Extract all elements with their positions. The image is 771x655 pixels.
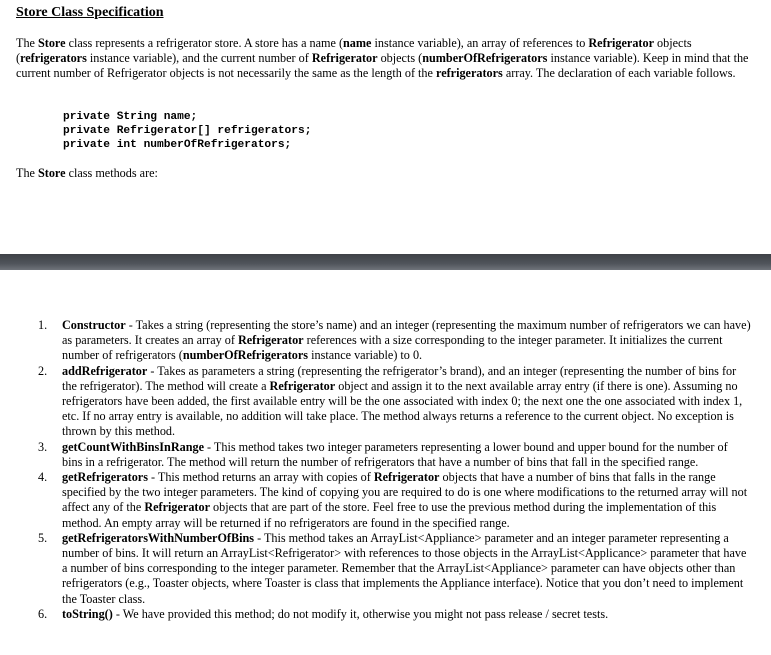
method-item-get-refrigerators bbox=[16, 470, 751, 531]
list-number: 2. bbox=[38, 363, 48, 378]
list-number: 1. bbox=[38, 318, 48, 332]
code-block bbox=[63, 110, 311, 152]
method-name: addRefrigerator bbox=[62, 363, 148, 378]
list-number: 3. bbox=[38, 439, 48, 454]
method-text: - We have provided this method; do not modify it, otherwise you might not pass release / secret tests. bbox=[112, 606, 609, 621]
method-text: references with a size corresponding to the integer parameter. It initializes the current number of refrigerators ( bbox=[62, 333, 723, 363]
method-text: objects that have a number of bins that falls in the range specified by the two integer parameters. The kind of copying you are required to do is one where modifications to the returned array will not affect any of the bbox=[62, 470, 748, 515]
method-item-to-string bbox=[16, 607, 751, 622]
methods-intro bbox=[16, 166, 158, 181]
intro-bold: Refrigerator bbox=[588, 36, 654, 50]
method-text: - This method takes two integer parameters representing a lower bound and upper bound for the number of bins in a refrigerator. The method will return the number of refrigerators that have a number of bins that fall in the specified range. bbox=[62, 439, 728, 469]
method-name: Constructor bbox=[62, 318, 126, 332]
method-bold: numberOfRefrigerators bbox=[182, 348, 309, 363]
method-bold: Refrigerator bbox=[269, 378, 336, 393]
intro-text: instance variable). Keep in mind that the current number of Refrigerator objects is not necessarily the same as the length of the bbox=[16, 51, 749, 81]
list-number: 4. bbox=[38, 470, 48, 485]
intro-bold: Refrigerator bbox=[311, 51, 378, 66]
method-text: objects that are part of the store. Feel free to use the previous method during the implementation of this method. An empty array will be returned if no refrigerators are found in the specified range. bbox=[62, 500, 717, 530]
code-line: private int numberOfRefrigerators; bbox=[63, 139, 292, 151]
methods-intro-text: The bbox=[16, 166, 38, 180]
intro-text: class represents a refrigerator store. A store has a name ( bbox=[65, 36, 344, 50]
method-name: getCountWithBinsInRange bbox=[62, 439, 204, 454]
page-title: Store Class Specification bbox=[16, 5, 164, 20]
method-bold: Refrigerator bbox=[144, 500, 210, 515]
method-name: getRefrigeratorsWithNumberOfBins bbox=[62, 530, 255, 545]
methods-intro-text: class methods are: bbox=[65, 166, 158, 180]
intro-text: instance variable), an array of references to bbox=[371, 36, 589, 50]
method-text: instance variable) to 0. bbox=[308, 348, 423, 363]
method-item-get-count-with-bins-in-range bbox=[16, 440, 751, 470]
intro-text: objects ( bbox=[16, 36, 692, 66]
intro-bold: refrigerators bbox=[20, 51, 87, 66]
method-item-add-refrigerator bbox=[16, 364, 751, 440]
list-number: 6. bbox=[38, 606, 48, 621]
intro-paragraph bbox=[16, 36, 751, 82]
code-line: private Refrigerator[] refrigerators; bbox=[63, 125, 312, 137]
code-line: private String name; bbox=[63, 111, 198, 123]
intro-text: instance variable), and the current number of bbox=[86, 51, 312, 66]
list-number: 5. bbox=[38, 530, 48, 545]
method-item-constructor bbox=[16, 318, 751, 364]
method-text: - This method takes an ArrayList<Appliance> parameter and an integer parameter representing a number of bins. It will return an ArrayList<Refrigerator> with references to those objects in the ArrayList<Applicance> parameter that have a number of bins corresponding to the integer parameter. Remember that the ArrayList<Appliance> parameter can have objects other than refrigerators (e.g., Toaster objects, where Toaster is class that implements the Appliance interface). Notice that you don’t need to implement the Toaster class. bbox=[62, 530, 747, 606]
intro-text: array. The declaration of each variable follows. bbox=[502, 66, 736, 81]
method-text: object and assign it to the next available array entry (if there is one). Assuming no refrigerators have been added, the first available entry will be the one associated with index 0; the next one the one associated with index 1, etc. If no array entry is available, no addition will take place. The method always returns a reference to the current object. No exception is thrown by this method. bbox=[62, 378, 743, 439]
method-text: - This method returns an array with copies of bbox=[147, 470, 374, 485]
intro-bold: name bbox=[343, 36, 372, 50]
page-divider-bar bbox=[0, 254, 771, 270]
methods-intro-bold: Store bbox=[38, 166, 66, 180]
intro-bold: Store bbox=[38, 36, 66, 50]
method-text: - Takes a string (representing the store’s name) and an integer (representing the maximum number of refrigerators we can have) as parameters. It creates an array of bbox=[62, 318, 751, 348]
intro-text: The bbox=[16, 36, 38, 50]
methods-list bbox=[16, 318, 751, 622]
method-bold: Refrigerator bbox=[237, 333, 304, 348]
method-bold: Refrigerator bbox=[373, 470, 440, 485]
intro-text: objects ( bbox=[377, 51, 423, 66]
method-name: toString() bbox=[62, 606, 113, 621]
intro-bold: numberOfRefrigerators bbox=[422, 51, 548, 66]
method-item-get-refrigerators-with-number-of-bins bbox=[16, 531, 751, 607]
method-text: - Takes as parameters a string (representing the refrigerator’s brand), and an integer (representing the number of bins for the refrigerator). The method will create a bbox=[62, 363, 737, 393]
method-name: getRefrigerators bbox=[62, 470, 148, 485]
intro-bold: refrigerators bbox=[436, 66, 503, 81]
